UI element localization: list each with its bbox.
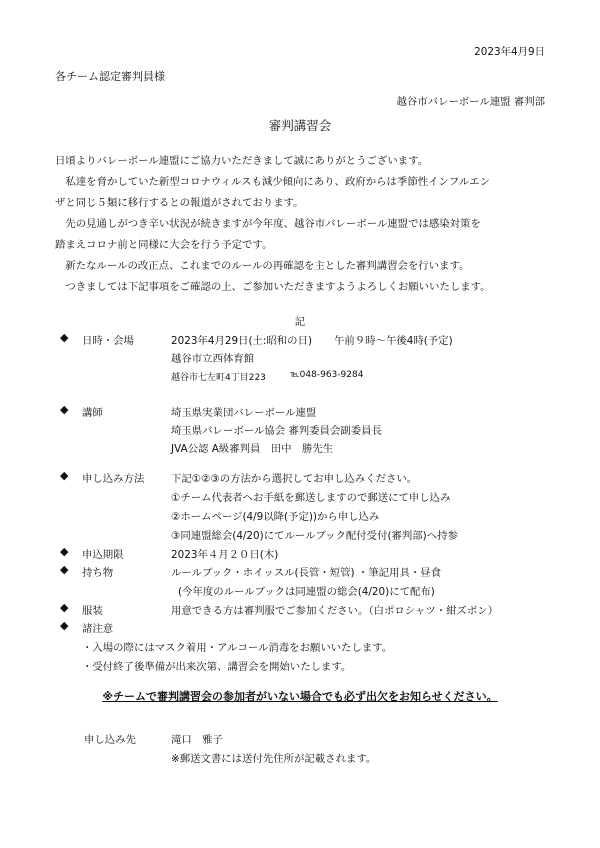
document-date: 2023年4月9日: [474, 46, 545, 58]
dress-value: 用意できる方は審判服でご参加ください。（白ポロシャツ・紺ズボン）: [171, 605, 499, 617]
apply-line: ①チーム代表者へお手紙を郵送しますので郵送にて申し込み: [171, 492, 451, 504]
diamond-bullet-icon: ◆: [60, 601, 69, 614]
body-line: ザと同じ５類に移行するとの報道がされております。: [55, 197, 304, 209]
recipient: 各チーム認定審判員様: [55, 70, 165, 83]
ki-heading: 記: [294, 316, 306, 328]
body-line: 日頃よりバレーボール連盟にご協力いただきまして誠にありがとうございます。: [55, 155, 429, 167]
body-line: 新たなルールの改正点、これまでのルールの再確認を主とした審判講習会を行います。: [55, 260, 470, 272]
lecturer-line: 埼玉県実業団バレーボール連盟: [171, 407, 317, 419]
lecturer-label: 講師: [82, 407, 103, 419]
lecturer-line: 埼玉県バレーボール協会 審判委員会副委員長: [171, 425, 382, 437]
body-line: 踏まえコロナ前と同様に大会を行う予定です。: [55, 239, 273, 251]
body-line: つきましては下記事項をご確認の上、ご参加いただきますようよろしくお願いいたします。: [55, 281, 491, 293]
notes-line: ・受付終了後準備が出来次第、講習会を開始いたします。: [82, 661, 352, 673]
apply-label: 申し込み方法: [82, 473, 145, 485]
contact-label: 申し込み先: [84, 734, 136, 746]
venue: 越谷市立西体育館: [171, 353, 255, 365]
body-line: 私達を脅かしていた新型コロナウィルスも減少傾向にあり、政府からは季節性インフルエン: [55, 176, 491, 188]
diamond-bullet-icon: ◆: [60, 563, 69, 576]
datetime-label: 日時・会場: [82, 335, 134, 347]
dress-label: 服装: [82, 605, 103, 617]
event-date: 2023年4月29日(土:昭和の日): [171, 335, 313, 347]
notes-label: 諸注意: [82, 623, 114, 635]
lecturer-line: JVA公認 A級審判員 田中 勝先生: [171, 443, 334, 455]
contact-note: ※郵送文書には送付先住所が記載されます。: [171, 753, 377, 765]
apply-line: 下記①②③の方法から選択してお申し込みください。: [171, 473, 418, 485]
diamond-bullet-icon: ◆: [60, 545, 69, 558]
apply-line: ②ホームページ(4/9以降(予定))から申し込み: [171, 511, 380, 523]
sender: 越谷市バレーボール連盟 審判部: [396, 96, 545, 108]
venue-tel: ℡048-963-9284: [290, 370, 364, 380]
deadline-value: 2023年４月２０日(木): [171, 549, 279, 561]
attendance-notice: ※チームで審判講習会の参加者がいない場合でも必ず出欠をお知らせください。: [102, 690, 498, 703]
diamond-bullet-icon: ◆: [60, 469, 69, 482]
deadline-label: 申込期限: [82, 549, 124, 561]
document-title: 審判講習会: [268, 118, 332, 133]
notes-line: ・入場の際にはマスク着用・アルコール消毒をお願いいたします。: [82, 642, 393, 654]
diamond-bullet-icon: ◆: [60, 331, 69, 344]
bring-label: 持ち物: [82, 567, 114, 579]
bring-note: (今年度のルールブックは同連盟の総会(4/20)にて配布): [178, 586, 435, 598]
bring-value: ルールブック・ホイッスル(長管・短管) ・筆記用具・昼食: [171, 567, 442, 579]
event-time: 午前９時～午後4時(予定): [334, 335, 453, 347]
body-line: 先の見通しがつき辛い状況が続きますが今年度、越谷市バレーボール連盟では感染対策を: [55, 218, 481, 230]
apply-line: ③同連盟総会(4/20)にてルールブック配付受付(審判部)へ持参: [171, 530, 458, 542]
diamond-bullet-icon: ◆: [60, 403, 69, 416]
diamond-bullet-icon: ◆: [60, 619, 69, 632]
contact-name: 滝口 雅子: [171, 734, 223, 746]
venue-address: 越谷市七左町4丁目223: [171, 373, 266, 383]
